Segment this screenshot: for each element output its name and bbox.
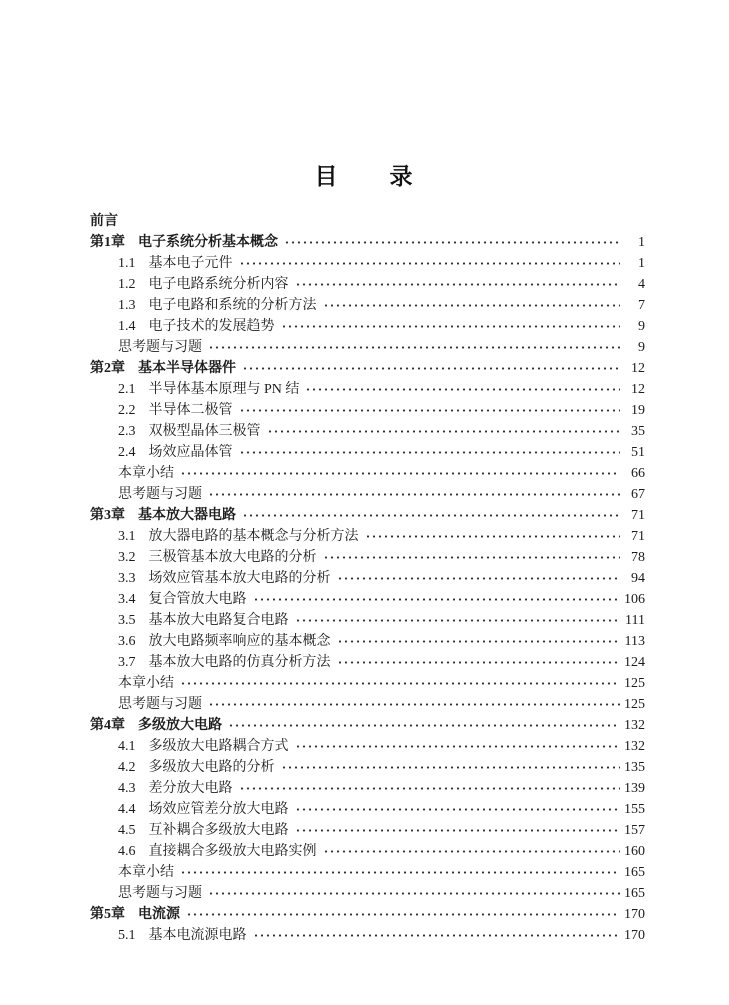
toc-entry <box>90 652 645 673</box>
entry-page-number: 67 <box>631 487 645 502</box>
entry-title: 基本电流源电路 <box>148 928 247 943</box>
entry-title: 场效应晶体管 <box>148 445 233 460</box>
entry-title: 思考题与习题 <box>118 487 202 502</box>
entry-number: 4.3 <box>118 781 136 796</box>
entry-page-number: 125 <box>624 676 645 691</box>
dot-leader <box>253 589 621 610</box>
entry-title: 互补耦合多级放大电路 <box>148 823 289 838</box>
toc-entry <box>90 484 645 505</box>
toc-entry <box>90 589 645 610</box>
entry-page-number: 106 <box>624 592 645 607</box>
dot-leader <box>242 358 620 379</box>
entry-title: 多级放大电路 <box>138 718 222 733</box>
entry-title: 本章小结 <box>118 466 174 481</box>
dot-leader <box>186 904 620 925</box>
toc-entry <box>90 400 645 421</box>
entry-title: 半导体二极管 <box>148 403 233 418</box>
toc-entry <box>90 337 645 358</box>
entry-page-number: 160 <box>624 844 645 859</box>
entry-number: 第5章 <box>90 907 125 922</box>
entry-page-number: 66 <box>631 466 645 481</box>
toc-entry <box>90 505 645 526</box>
entry-page-number: 170 <box>624 928 645 943</box>
entry-title: 双极型晶体三极管 <box>148 424 261 439</box>
entry-title: 多级放大电路的分析 <box>148 760 275 775</box>
entry-title: 三极管基本放大电路的分析 <box>148 550 317 565</box>
toc-entry <box>90 736 645 757</box>
entry-number: 3.7 <box>118 655 136 670</box>
dot-leader <box>239 778 621 799</box>
dot-leader <box>281 757 621 778</box>
page-title: 目 录 <box>314 164 415 189</box>
entry-page-number: 71 <box>631 529 645 544</box>
entry-page-number: 12 <box>631 382 645 397</box>
entry-page-number: 19 <box>631 403 645 418</box>
toc-entry <box>90 316 645 337</box>
dot-leader <box>242 505 620 526</box>
entry-number: 4.4 <box>118 802 136 817</box>
entry-page-number: 1 <box>638 256 645 271</box>
entry-title: 电子电路和系统的分析方法 <box>148 298 317 313</box>
dot-leader <box>305 379 620 400</box>
entry-page-number: 35 <box>631 424 645 439</box>
toc-entry <box>90 631 645 652</box>
toc-entry <box>90 568 645 589</box>
entry-title: 电子系统分析基本概念 <box>138 235 278 250</box>
dot-leader <box>239 442 621 463</box>
entry-page-number: 165 <box>624 865 645 880</box>
toc-entry <box>90 379 645 400</box>
entry-title: 基本放大电路的仿真分析方法 <box>148 655 331 670</box>
dot-leader <box>295 274 621 295</box>
entry-number: 1.3 <box>118 298 136 313</box>
entry-title: 差分放大电路 <box>148 781 233 796</box>
entry-title: 电流源 <box>138 907 180 922</box>
entry-page-number: 125 <box>624 697 645 712</box>
toc-entry <box>90 358 645 379</box>
entry-page-number: 94 <box>631 571 645 586</box>
dot-leader <box>295 610 621 631</box>
entry-number: 第3章 <box>90 508 125 523</box>
entry-page-number: 7 <box>638 298 645 313</box>
dot-leader <box>239 400 621 421</box>
entry-title: 本章小结 <box>118 676 174 691</box>
toc-entry <box>90 442 645 463</box>
entry-page-number: 51 <box>631 445 645 460</box>
entry-title: 本章小结 <box>118 865 174 880</box>
dot-leader <box>208 694 620 715</box>
entry-number: 4.2 <box>118 760 136 775</box>
entry-number: 第1章 <box>90 235 125 250</box>
dot-leader <box>365 526 621 547</box>
entry-number: 2.4 <box>118 445 136 460</box>
dot-leader <box>208 337 620 358</box>
toc-entry <box>90 253 645 274</box>
toc-entry <box>90 820 645 841</box>
entry-number: 5.1 <box>118 928 136 943</box>
entry-page-number: 132 <box>624 739 645 754</box>
entry-title: 放大器电路的基本概念与分析方法 <box>148 529 359 544</box>
dot-leader <box>337 631 621 652</box>
entry-number: 4.1 <box>118 739 136 754</box>
dot-leader <box>337 568 621 589</box>
entry-page-number: 155 <box>624 802 645 817</box>
entry-title: 多级放大电路耦合方式 <box>148 739 289 754</box>
dot-leader <box>284 232 620 253</box>
entry-page-number: 9 <box>638 319 645 334</box>
dot-leader <box>239 253 621 274</box>
toc-entry <box>90 463 645 484</box>
dot-leader <box>228 715 620 736</box>
toc-entry <box>90 841 645 862</box>
toc-entry <box>90 925 645 946</box>
entry-title: 场效应管基本放大电路的分析 <box>148 571 331 586</box>
dot-leader <box>295 736 621 757</box>
entry-number: 3.5 <box>118 613 136 628</box>
entry-title: 放大电路频率响应的基本概念 <box>148 634 331 649</box>
entry-number: 2.3 <box>118 424 136 439</box>
toc-entry <box>90 673 645 694</box>
entry-title: 前言 <box>90 214 118 229</box>
dot-leader <box>253 925 621 946</box>
entry-number: 2.2 <box>118 403 136 418</box>
entry-page-number: 135 <box>624 760 645 775</box>
dot-leader <box>180 673 620 694</box>
dot-leader <box>267 421 621 442</box>
toc-entry <box>90 295 645 316</box>
entry-number: 第2章 <box>90 361 125 376</box>
toc-entry <box>90 526 645 547</box>
entry-page-number: 139 <box>624 781 645 796</box>
entry-title: 直接耦合多级放大电路实例 <box>148 844 317 859</box>
toc-entry <box>90 778 645 799</box>
entry-number: 4.5 <box>118 823 136 838</box>
entry-title: 思考题与习题 <box>118 340 202 355</box>
dot-leader <box>323 547 621 568</box>
dot-leader <box>208 883 620 904</box>
entry-number: 第4章 <box>90 718 125 733</box>
toc-entry <box>90 694 645 715</box>
entry-number: 1.2 <box>118 277 136 292</box>
toc-entry <box>90 904 645 925</box>
dot-leader <box>337 652 621 673</box>
toc-entry <box>90 421 645 442</box>
entry-title: 基本放大器电路 <box>138 508 236 523</box>
entry-title: 半导体基本原理与 PN 结 <box>148 382 300 397</box>
dot-leader <box>295 820 621 841</box>
toc-entry <box>90 862 645 883</box>
entry-number: 4.6 <box>118 844 136 859</box>
toc-entry <box>90 274 645 295</box>
dot-leader <box>180 862 620 883</box>
entry-title: 思考题与习题 <box>118 886 202 901</box>
entry-number: 3.4 <box>118 592 136 607</box>
entry-number: 3.1 <box>118 529 136 544</box>
entry-number: 3.3 <box>118 571 136 586</box>
entry-title: 基本放大电路复合电路 <box>148 613 289 628</box>
toc-entry <box>90 799 645 820</box>
entry-number: 1.4 <box>118 319 136 334</box>
toc-entry <box>90 232 645 253</box>
toc-list <box>90 211 645 946</box>
entry-number: 3.2 <box>118 550 136 565</box>
entry-number: 2.1 <box>118 382 136 397</box>
entry-title: 思考题与习题 <box>118 697 202 712</box>
entry-page-number: 9 <box>638 340 645 355</box>
entry-title: 基本电子元件 <box>148 256 233 271</box>
entry-number: 1.1 <box>118 256 136 271</box>
entry-page-number: 71 <box>631 508 645 523</box>
entry-page-number: 12 <box>631 361 645 376</box>
entry-page-number: 157 <box>624 823 645 838</box>
dot-leader <box>208 484 620 505</box>
entry-page-number: 1 <box>638 235 645 250</box>
entry-page-number: 4 <box>638 277 645 292</box>
toc-entry <box>90 757 645 778</box>
dot-leader <box>295 799 621 820</box>
dot-leader <box>323 295 621 316</box>
toc-entry <box>90 715 645 736</box>
entry-page-number: 111 <box>625 613 645 628</box>
entry-page-number: 124 <box>624 655 645 670</box>
entry-page-number: 170 <box>624 907 645 922</box>
entry-number: 3.6 <box>118 634 136 649</box>
entry-title: 场效应管差分放大电路 <box>148 802 289 817</box>
entry-page-number: 132 <box>624 718 645 733</box>
toc-entry <box>90 883 645 904</box>
dot-leader <box>180 463 620 484</box>
entry-title: 基本半导体器件 <box>138 361 236 376</box>
entry-title: 电子技术的发展趋势 <box>148 319 275 334</box>
entry-page-number: 165 <box>624 886 645 901</box>
entry-page-number: 78 <box>631 550 645 565</box>
entry-title: 复合管放大电路 <box>148 592 247 607</box>
dot-leader <box>281 316 621 337</box>
toc-entry <box>90 547 645 568</box>
entry-page-number: 113 <box>624 634 645 649</box>
toc-entry <box>90 211 645 232</box>
entry-title: 电子电路系统分析内容 <box>148 277 289 292</box>
dot-leader <box>323 841 621 862</box>
toc-entry <box>90 610 645 631</box>
